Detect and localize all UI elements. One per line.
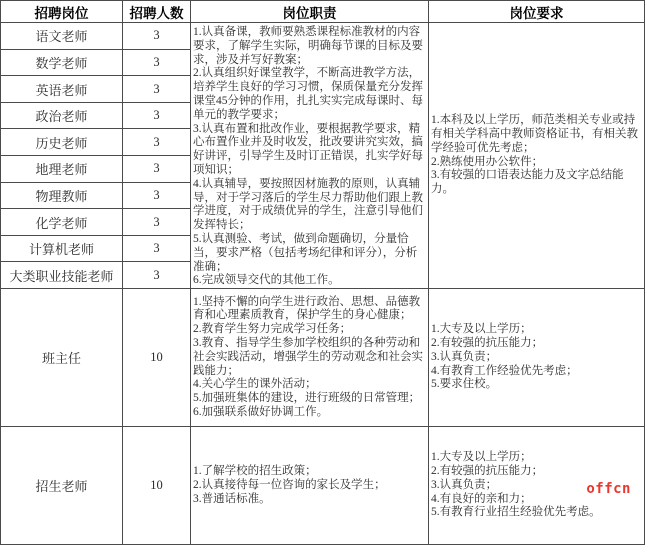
table-header-row (1, 1, 645, 23)
position-cell: 地理老师 (1, 156, 123, 183)
headcount-cell: 3 (123, 102, 191, 129)
admissions-teacher-duties-cell (191, 427, 429, 545)
duty-line: 2.认真接待每一位咨询的家长及学生； (193, 478, 386, 491)
headcount-cell: 3 (123, 49, 191, 76)
position-cell: 数学老师 (1, 49, 123, 76)
headcount-cell: 3 (123, 235, 191, 262)
requirement-line: 3.有较强的口语表达能力及文字总结能力。 (431, 169, 624, 196)
requirement-line: 5.要求住校。 (431, 378, 498, 391)
headcount-cell: 10 (123, 289, 191, 427)
position-cell: 大类职业技能老师 (1, 262, 123, 289)
headcount-cell: 3 (123, 262, 191, 289)
position-cell: 招生老师 (1, 427, 123, 545)
requirement-line: 1.本科及以上学历，师范类相关专业或持有相关学科高中教师资格证书，有相关教学经验可优先考虑； (431, 114, 638, 154)
requirement-line: 2.有较强的抗压能力； (431, 336, 544, 349)
duty-line: 1.认真备课，教师要熟悉课程标准教材的内容要求，了解学生实际，明确每节课的目标及要求，涉及并写好教案； (193, 26, 423, 66)
duty-line: 1.坚持不懈的向学生进行政治、思想、品德教育和心理素质教育，保护学生的身心健康； (193, 295, 421, 322)
offcn-watermark: offcn (586, 481, 631, 497)
headcount-cell: 3 (123, 156, 191, 183)
class-teacher-requirements-cell (429, 289, 645, 427)
headcount-cell: 3 (123, 129, 191, 156)
requirement-line: 2.熟练使用办公软件； (431, 155, 544, 168)
duty-line: 1.了解学校的招生政策； (193, 464, 317, 477)
requirement-line: 2.有较强的抗压能力； (431, 464, 544, 477)
duty-line: 2.认真组织好课堂教学，不断高进教学方法，培养学生良好的学习习惯，保质保量充分发挥课堂45分钟的作用，扎扎实实完成每课时、每单元的教学要求； (193, 67, 423, 121)
position-cell: 政治老师 (1, 102, 123, 129)
requirement-line: 5.有教育行业招生经验优先考虑。 (431, 506, 601, 519)
table-row-admissions-teacher (1, 427, 645, 545)
requirement-line: 4.有良好的亲和力； (431, 492, 532, 505)
duty-line: 4.认真辅导，要按照因材施教的原则，认真辅导，对于学习落后的学生尽力帮助他们跟上教学进度，对于成绩优异的学生，注意引导他们发挥特长； (193, 177, 423, 232)
headcount-cell: 3 (123, 209, 191, 236)
headcount-cell: 10 (123, 427, 191, 545)
duty-line: 3.普通话标准。 (193, 492, 271, 505)
duty-line: 5.加强班集体的建设，进行班级的日常管理； (193, 392, 421, 405)
duty-line: 6.完成领导交代的其他工作。 (193, 274, 340, 287)
requirement-line: 3.认真负责； (431, 350, 498, 363)
duty-line: 3.认真布置和批改作业，要根据教学要求，精心布置作业并及时收发，批改要讲究实效，搞好讲评，引导学生及时订正错误，扎实学好每项知识； (193, 122, 423, 176)
duty-line: 6.加强联系做好协调工作。 (193, 405, 329, 418)
teacher-requirements-cell (429, 23, 645, 289)
table-row-class-teacher (1, 289, 645, 427)
header-requirements: 岗位要求 (429, 1, 645, 23)
header-position: 招聘岗位 (1, 1, 123, 23)
position-cell: 语文老师 (1, 23, 123, 50)
requirement-line: 3.认真负责； (431, 478, 498, 491)
duty-line: 3.教育、指导学生参加学校组织的各种劳动和社会实践活动，增强学生的劳动观念和社会实践能力； (193, 336, 423, 377)
position-cell: 班主任 (1, 289, 123, 427)
position-cell: 物理教师 (1, 182, 123, 209)
position-cell: 计算机老师 (1, 235, 123, 262)
headcount-cell: 3 (123, 76, 191, 103)
headcount-cell: 3 (123, 182, 191, 209)
duty-line: 4.关心学生的课外活动； (193, 378, 317, 391)
position-cell: 化学老师 (1, 209, 123, 236)
duty-line: 2.教育学生努力完成学习任务； (193, 323, 352, 336)
position-cell: 历史老师 (1, 129, 123, 156)
requirement-line: 1.大专及以上学历； (431, 323, 532, 336)
position-cell: 英语老师 (1, 76, 123, 103)
requirement-line: 4.有教育工作经验优先考虑； (431, 364, 578, 377)
duty-line: 5.认真测验、考试，做到命题确切，分量恰当，要求严格（包括考场纪律和评分），分析准确； (193, 232, 418, 273)
table-row (1, 23, 645, 50)
header-headcount: 招聘人数 (123, 1, 191, 23)
header-duties: 岗位职责 (191, 1, 429, 23)
headcount-cell: 3 (123, 23, 191, 50)
class-teacher-duties-cell (191, 289, 429, 427)
requirement-line: 1.大专及以上学历； (431, 451, 532, 464)
teacher-duties-cell (191, 23, 429, 289)
